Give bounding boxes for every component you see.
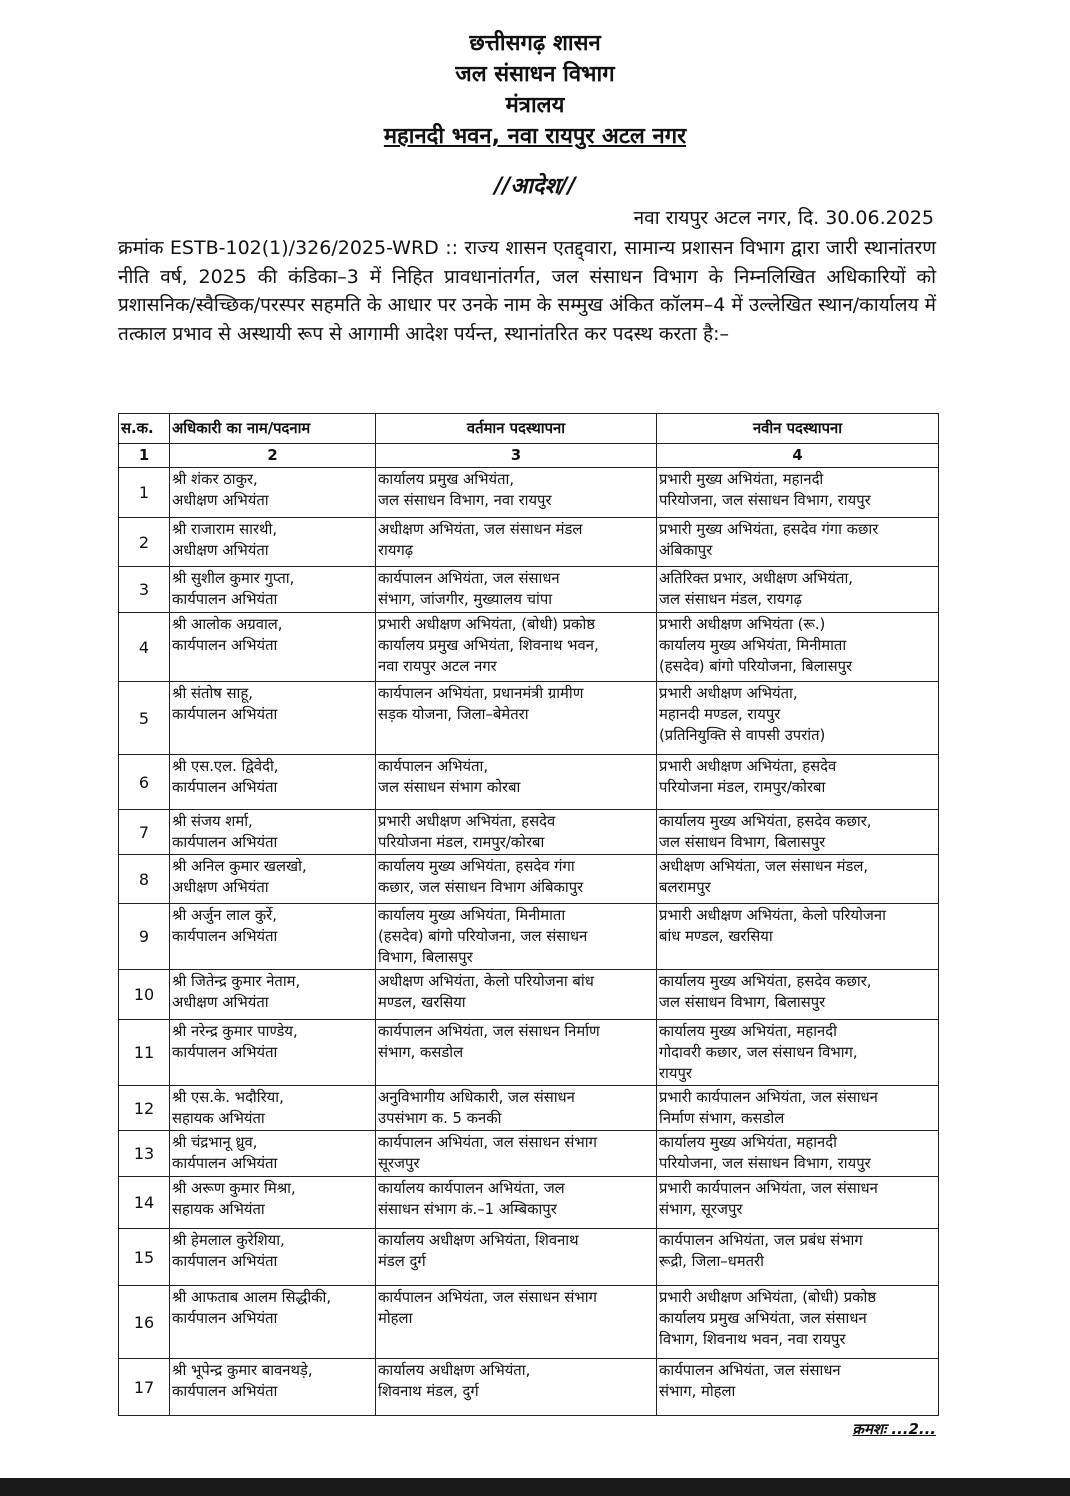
- new-posting-cell: [657, 810, 939, 855]
- cell-text-line: गोदावरी कछार, जल संसाधन विभाग,: [659, 1044, 858, 1061]
- table-row: [119, 468, 939, 518]
- cell-text-line: कार्यालय मुख्य अभियंता, मिनीमाता: [659, 637, 847, 654]
- cell-text-line: कार्यालय अधीक्षण अभियंता,: [378, 1362, 531, 1379]
- cell-text-line: श्री नरेन्द्र कुमार पाण्डेय,: [172, 1023, 298, 1040]
- officer-cell: [170, 518, 376, 567]
- column-number: 2: [170, 444, 376, 468]
- cell-text-line: श्री अनिल कुमार खलखो,: [172, 858, 307, 875]
- cell-text-line: (प्रतिनियुक्ति से वापसी उपरांत): [659, 727, 826, 744]
- serial-number: 1: [119, 468, 170, 518]
- cell-text-line: प्रभारी कार्यपालन अभियंता, जल संसाधन: [659, 1180, 878, 1197]
- cell-text-line: परियोजना, जल संसाधन विभाग, रायपुर: [659, 492, 871, 509]
- government-name: छत्तीसगढ़ शासन: [469, 31, 601, 56]
- officer-cell: [170, 810, 376, 855]
- office-address: महानदी भवन, नवा रायपुर अटल नगर: [383, 124, 687, 149]
- cell-text-line: कार्यालय प्रमुख अभियंता, जल संसाधन: [659, 1310, 867, 1327]
- cell-text-line: श्री संतोष साहू,: [172, 685, 253, 702]
- cell-text-line: अंबिकापुर: [659, 542, 713, 559]
- cell-text-line: सूरजपुर: [378, 1155, 420, 1172]
- cell-text-line: कार्यपालन अभियंता: [172, 1044, 278, 1061]
- new-posting-cell: [657, 1286, 939, 1359]
- cell-text-line: कार्यपालन अभियंता, जल संसाधन: [659, 1362, 841, 1379]
- cell-text-line: श्री शंकर ठाकुर,: [172, 471, 258, 488]
- cell-text-line: बांध मण्डल, खरसिया: [659, 928, 773, 945]
- serial-number: 5: [119, 682, 170, 755]
- cell-text-line: मण्डल, खरसिया: [378, 994, 466, 1011]
- serial-number: 15: [119, 1229, 170, 1286]
- cell-text-line: संभाग, कसडोल: [378, 1044, 464, 1061]
- officer-cell: [170, 904, 376, 970]
- new-posting-cell: [657, 1086, 939, 1131]
- serial-number: 8: [119, 855, 170, 904]
- cell-text-line: अधीक्षण अभियंता, जल संसाधन मंडल,: [659, 858, 869, 875]
- cell-text-line: कार्यालय मुख्य अभियंता, मिनीमाता: [378, 907, 566, 924]
- cell-text-line: शिवनाथ मंडल, दुर्ग: [378, 1383, 479, 1400]
- new-posting-cell: [657, 1131, 939, 1177]
- cell-text-line: (हसदेव) बांगो परियोजना, जल संसाधन: [378, 928, 588, 945]
- cell-text-line: अधीक्षण अभियंता, जल संसाधन मंडल: [378, 521, 583, 538]
- cell-text-line: कार्यालय कार्यपालन अभियंता, जल: [378, 1180, 565, 1197]
- cell-text-line: जल संसाधन विभाग, नवा रायपुर: [378, 492, 552, 509]
- cell-text-line: श्री राजाराम सारथी,: [172, 521, 278, 538]
- current-posting-cell: [376, 613, 657, 682]
- current-posting-cell: [376, 855, 657, 904]
- cell-text-line: श्री जितेन्द्र कुमार नेताम,: [172, 973, 301, 990]
- new-posting-cell: [657, 1229, 939, 1286]
- cell-text-line: बलरामपुर: [659, 879, 711, 896]
- cell-text-line: अधीक्षण अभियंता: [172, 492, 269, 509]
- cell-text-line: कार्यपालन अभियंता, जल संसाधन निर्माण: [378, 1023, 600, 1040]
- order-body-text: क्रमांक ESTB-102(1)/326/2025-WRD :: राज्य शासन एतद्द्वारा, सामान्य प्रशासन विभाग द्वारा जारी स्थानांतरण नीति वर्ष, 2025 की कंडिका–3 में निहित प्रावधानांतर्गत, जल संसाधन विभाग के निम्नलिखित अधिकारियों को प्रशासनिक/स्वैच्छिक/परस्पर सहमति के आधार पर उनके नाम के सम्मुख अंकित कॉलम–4 में उल्लेखित स्थान/कार्यालय में तत्काल प्रभाव से अस्थायी रूप से आगामी आदेश पर्यन्त, स्थानांतरित कर पदस्थ करता है:–: [118, 237, 936, 345]
- cell-text-line: कछार, जल संसाधन विभाग अंबिकापुर: [378, 879, 584, 896]
- officer-cell: [170, 567, 376, 613]
- column-number: 4: [657, 444, 939, 468]
- officer-cell: [170, 468, 376, 518]
- cell-text-line: संसाधन संभाग कं.–1 अम्बिकापुर: [378, 1201, 557, 1218]
- cell-text-line: विभाग, शिवनाथ भवन, नवा रायपुर: [659, 1331, 846, 1348]
- cell-text-line: श्री एस.एल. द्विवेदी,: [172, 758, 279, 775]
- cell-text-line: कार्यपालन अभियंता,: [378, 758, 489, 775]
- officer-cell: [170, 1286, 376, 1359]
- serial-number: 16: [119, 1286, 170, 1359]
- cell-text-line: प्रभारी अधीक्षण अभियंता (रू.): [659, 616, 826, 633]
- table-row: [119, 682, 939, 755]
- table-row: [119, 855, 939, 904]
- officer-cell: [170, 1086, 376, 1131]
- current-posting-cell: [376, 1086, 657, 1131]
- officer-cell: [170, 682, 376, 755]
- cell-text-line: प्रभारी मुख्य अभियंता, हसदेव गंगा कछार: [659, 521, 879, 538]
- cell-text-line: कार्यालय मुख्य अभियंता, महानदी: [659, 1134, 837, 1151]
- table-row: [119, 1229, 939, 1286]
- cell-text-line: श्री अरूण कुमार मिश्रा,: [172, 1180, 296, 1197]
- cell-text-line: अधीक्षण अभियंता: [172, 994, 269, 1011]
- serial-number: 10: [119, 970, 170, 1020]
- cell-text-line: कार्यालय मुख्य अभियंता, महानदी: [659, 1023, 837, 1040]
- cell-text-line: श्री सुशील कुमार गुप्ता,: [172, 570, 295, 587]
- cell-text-line: श्री चंद्रभानू ध्रुव,: [172, 1134, 258, 1151]
- cell-text-line: कार्यपालन अभियंता, जल संसाधन संभाग: [378, 1289, 597, 1306]
- new-posting-cell: [657, 682, 939, 755]
- officer-cell: [170, 1020, 376, 1086]
- table-row: [119, 755, 939, 810]
- cell-text-line: महानदी मण्डल, रायपुर: [659, 706, 781, 723]
- officer-cell: [170, 755, 376, 810]
- officer-cell: [170, 855, 376, 904]
- current-posting-cell: [376, 1020, 657, 1086]
- new-posting-cell: [657, 1177, 939, 1229]
- serial-number: 17: [119, 1359, 170, 1416]
- officer-cell: [170, 1359, 376, 1416]
- cell-text-line: प्रभारी अधीक्षण अभियंता, (बोधी) प्रकोष्ठ: [378, 616, 596, 633]
- cell-text-line: श्री आलोक अग्रवाल,: [172, 616, 283, 633]
- cell-text-line: श्री एस.के. भदौरिया,: [172, 1089, 284, 1106]
- column-number: 1: [119, 444, 170, 468]
- cell-text-line: कार्यालय मुख्य अभियंता, हसदेव कछार,: [659, 973, 872, 990]
- cell-text-line: श्री आफताब आलम सिद्धीकी,: [172, 1289, 332, 1306]
- cell-text-line: जल संसाधन विभाग, बिलासपुर: [659, 834, 826, 851]
- cell-text-line: प्रभारी अधीक्षण अभियंता, हसदेव: [659, 758, 837, 775]
- cell-text-line: श्री भूपेन्द्र कुमार बावनथड़े,: [172, 1362, 313, 1379]
- table-row: [119, 810, 939, 855]
- serial-number: 4: [119, 613, 170, 682]
- cell-text-line: प्रभारी मुख्य अभियंता, महानदी: [659, 471, 824, 488]
- header-serial: स.क.: [119, 414, 170, 444]
- cell-text-line: रायपुर: [659, 1065, 692, 1082]
- cell-text-line: श्री अर्जुन लाल कुर्रे,: [172, 907, 277, 924]
- scan-bottom-edge: [0, 1478, 1070, 1496]
- cell-text-line: (हसदेव) बांगो परियोजना, बिलासपुर: [659, 658, 853, 675]
- cell-text-line: उपसंभाग क. 5 कनकी: [378, 1110, 502, 1127]
- header-new-posting: नवीन पदस्थापना: [657, 414, 939, 444]
- current-posting-cell: [376, 755, 657, 810]
- cell-text-line: कार्यपालन अभियंता: [172, 706, 278, 723]
- cell-text-line: परियोजना मंडल, रामपुर/कोरबा: [659, 779, 826, 796]
- cell-text-line: सहायक अभियंता: [172, 1201, 265, 1218]
- cell-text-line: कार्यपालन अभियंता: [172, 1310, 278, 1327]
- new-posting-cell: [657, 1020, 939, 1086]
- order-title: //आदेश//: [494, 174, 576, 199]
- cell-text-line: मंडल दुर्ग: [378, 1253, 426, 1270]
- cell-text-line: श्री हेमलाल कुरेशिया,: [172, 1232, 285, 1249]
- serial-number: 12: [119, 1086, 170, 1131]
- cell-text-line: कार्यपालन अभियंता: [172, 834, 278, 851]
- officer-cell: [170, 970, 376, 1020]
- current-posting-cell: [376, 904, 657, 970]
- current-posting-cell: [376, 1359, 657, 1416]
- cell-text-line: रूद्री, जिला–धमतरी: [659, 1253, 764, 1270]
- serial-number: 7: [119, 810, 170, 855]
- cell-text-line: विभाग, बिलासपुर: [378, 949, 473, 966]
- cell-text-line: सड़क योजना, जिला–बेमेतरा: [378, 706, 529, 723]
- letterhead: [0, 28, 1070, 152]
- cell-text-line: नवा रायपुर अटल नगर: [378, 658, 497, 675]
- cell-text-line: अधीक्षण अभियंता: [172, 879, 269, 896]
- cell-text-line: अधीक्षण अभियंता: [172, 542, 269, 559]
- new-posting-cell: [657, 970, 939, 1020]
- cell-text-line: निर्माण संभाग, कसडोल: [659, 1110, 785, 1127]
- cell-text-line: प्रभारी अधीक्षण अभियंता,: [659, 685, 798, 702]
- cell-text-line: प्रभारी अधीक्षण अभियंता, केलो परियोजना: [659, 907, 886, 924]
- header-officer: अधिकारी का नाम/पदनाम: [170, 414, 376, 444]
- new-posting-cell: [657, 613, 939, 682]
- current-posting-cell: [376, 970, 657, 1020]
- cell-text-line: कार्यपालन अभियंता: [172, 1253, 278, 1270]
- officer-cell: [170, 1177, 376, 1229]
- current-posting-cell: [376, 518, 657, 567]
- cell-text-line: मोहला: [378, 1310, 413, 1327]
- cell-text-line: संभाग, मोहला: [659, 1383, 736, 1400]
- serial-number: 6: [119, 755, 170, 810]
- ministry-name: मंत्रालय: [505, 93, 565, 118]
- serial-number: 14: [119, 1177, 170, 1229]
- new-posting-cell: [657, 468, 939, 518]
- cell-text-line: जल संसाधन विभाग, बिलासपुर: [659, 994, 826, 1011]
- cell-text-line: कार्यालय अधीक्षण अभियंता, शिवनाथ: [378, 1232, 579, 1249]
- table-body: [119, 468, 939, 1416]
- officer-cell: [170, 1229, 376, 1286]
- cell-text-line: प्रभारी अधीक्षण अभियंता, हसदेव: [378, 813, 556, 830]
- cell-text-line: अतिरिक्त प्रभार, अधीक्षण अभियंता,: [659, 570, 853, 587]
- cell-text-line: जल संसाधन संभाग कोरबा: [378, 779, 521, 796]
- cell-text-line: संभाग, सूरजपुर: [659, 1201, 743, 1218]
- current-posting-cell: [376, 567, 657, 613]
- cell-text-line: कार्यालय प्रमुख अभियंता, शिवनाथ भवन,: [378, 637, 599, 654]
- new-posting-cell: [657, 518, 939, 567]
- column-number: 3: [376, 444, 657, 468]
- new-posting-cell: [657, 755, 939, 810]
- table-row: [119, 518, 939, 567]
- cell-text-line: प्रभारी कार्यपालन अभियंता, जल संसाधन: [659, 1089, 878, 1106]
- table-row: [119, 1177, 939, 1229]
- cell-text-line: कार्यपालन अभियंता, जल प्रबंध संभाग: [659, 1232, 863, 1249]
- cell-text-line: कार्यपालन अभियंता, जल संसाधन संभाग: [378, 1134, 597, 1151]
- place-date: नवा रायपुर अटल नगर, दि. 30.06.2025: [633, 207, 934, 229]
- cell-text-line: कार्यपालन अभियंता, जल संसाधन: [378, 570, 560, 587]
- cell-text-line: कार्यपालन अभियंता: [172, 1383, 278, 1400]
- table-row: [119, 970, 939, 1020]
- serial-number: 2: [119, 518, 170, 567]
- serial-number: 3: [119, 567, 170, 613]
- table-row: [119, 1131, 939, 1177]
- table-row: [119, 1020, 939, 1086]
- officer-cell: [170, 613, 376, 682]
- new-posting-cell: [657, 1359, 939, 1416]
- table-row: [119, 1286, 939, 1359]
- serial-number: 9: [119, 904, 170, 970]
- current-posting-cell: [376, 1229, 657, 1286]
- cell-text-line: कार्यालय प्रमुख अभियंता,: [378, 471, 515, 488]
- cell-text-line: प्रभारी अधीक्षण अभियंता, (बोधी) प्रकोष्ठ: [659, 1289, 877, 1306]
- cell-text-line: कार्यालय मुख्य अभियंता, हसदेव कछार,: [659, 813, 872, 830]
- cell-text-line: सहायक अभियंता: [172, 1110, 265, 1127]
- cell-text-line: कार्यालय मुख्य अभियंता, हसदेव गंगा: [378, 858, 575, 875]
- cell-text-line: कार्यपालन अभियंता: [172, 1155, 278, 1172]
- table-row: [119, 904, 939, 970]
- cell-text-line: परियोजना मंडल, रामपुर/कोरबा: [378, 834, 545, 851]
- transfer-table: [118, 413, 939, 1416]
- cell-text-line: परियोजना, जल संसाधन विभाग, रायपुर: [659, 1155, 871, 1172]
- cell-text-line: जल संसाधन मंडल, रायगढ़: [659, 591, 802, 608]
- cell-text-line: कार्यपालन अभियंता: [172, 928, 278, 945]
- cell-text-line: श्री संजय शर्मा,: [172, 813, 253, 830]
- department-name: जल संसाधन विभाग: [455, 62, 615, 87]
- serial-number: 13: [119, 1131, 170, 1177]
- current-posting-cell: [376, 1177, 657, 1229]
- table-row: [119, 1359, 939, 1416]
- current-posting-cell: [376, 468, 657, 518]
- cell-text-line: कार्यपालन अभियंता: [172, 591, 278, 608]
- cell-text-line: अधीक्षण अभियंता, केलो परियोजना बांध: [378, 973, 594, 990]
- current-posting-cell: [376, 1131, 657, 1177]
- current-posting-cell: [376, 1286, 657, 1359]
- column-number-row: [119, 444, 939, 468]
- officer-cell: [170, 1131, 376, 1177]
- table-row: [119, 613, 939, 682]
- cell-text-line: रायगढ़: [378, 542, 414, 559]
- table-row: [119, 1086, 939, 1131]
- table-header-row: [119, 414, 939, 444]
- serial-number: 11: [119, 1020, 170, 1086]
- new-posting-cell: [657, 855, 939, 904]
- new-posting-cell: [657, 567, 939, 613]
- cell-text-line: अनुविभागीय अधिकारी, जल संसाधन: [378, 1089, 575, 1106]
- cell-text-line: कार्यपालन अभियंता: [172, 779, 278, 796]
- current-posting-cell: [376, 810, 657, 855]
- current-posting-cell: [376, 682, 657, 755]
- cell-text-line: कार्यपालन अभियंता: [172, 637, 278, 654]
- continued-note: क्रमशः ...2...: [852, 1420, 936, 1438]
- cell-text-line: संभाग, जांजगीर, मुख्यालय चांपा: [378, 591, 553, 608]
- cell-text-line: कार्यपालन अभियंता, प्रधानमंत्री ग्रामीण: [378, 685, 584, 702]
- header-current-posting: वर्तमान पदस्थापना: [376, 414, 657, 444]
- table-row: [119, 567, 939, 613]
- new-posting-cell: [657, 904, 939, 970]
